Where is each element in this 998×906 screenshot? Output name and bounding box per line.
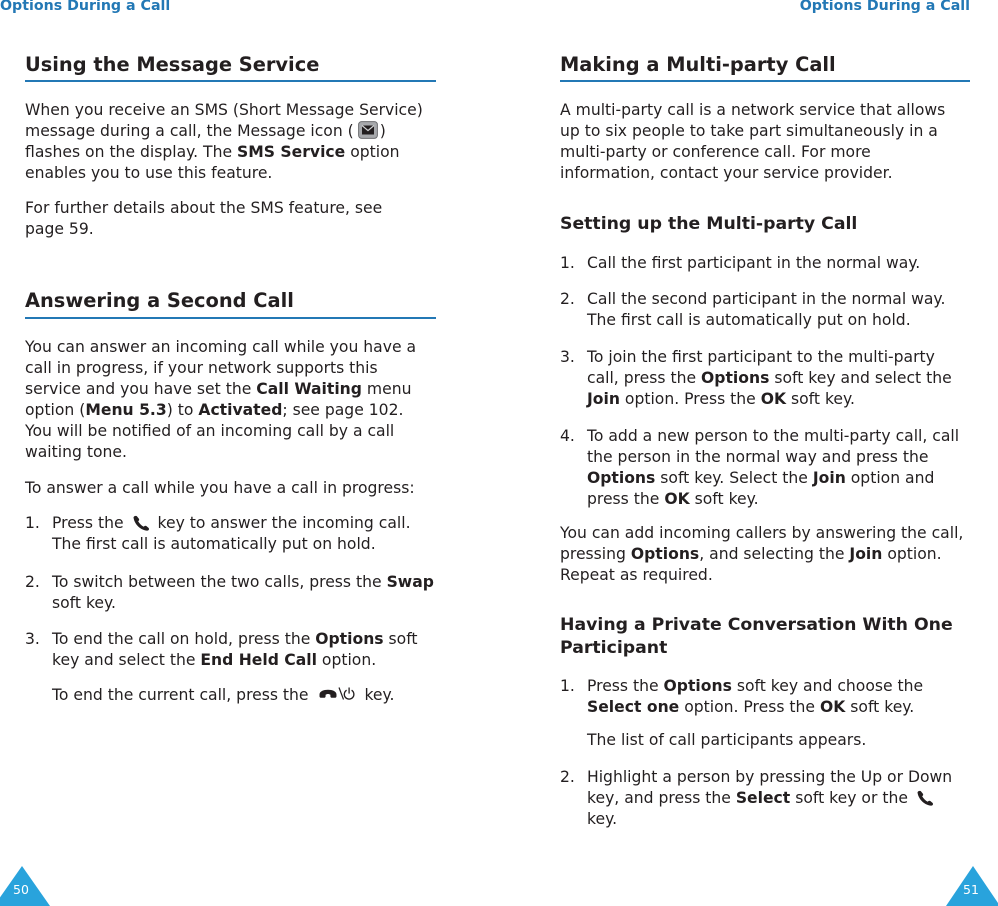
bold-term: Swap <box>386 573 434 591</box>
text-line <box>587 347 952 368</box>
bold-term: Options <box>701 369 770 387</box>
page-number: 50 <box>13 882 29 897</box>
text: information, contact your service provider. <box>560 164 893 182</box>
text-line <box>25 442 416 463</box>
text-line <box>25 478 415 499</box>
text: You can add incoming callers by answering the call, <box>560 524 964 542</box>
text: To answer a call while you have a call in progress: <box>25 479 415 497</box>
text-line <box>25 379 416 400</box>
list-number: 1. <box>560 677 575 695</box>
title-line: Participant <box>560 638 668 658</box>
text-line <box>560 523 963 544</box>
list-number: 2. <box>560 290 575 308</box>
heading-rule <box>25 80 436 82</box>
end-power-key-icon <box>318 685 356 703</box>
text: message during a call, the Message icon ( <box>25 122 354 140</box>
bold-term: OK <box>819 698 846 716</box>
text: flashes on the display. The <box>25 143 238 161</box>
subsection-title-setup: Setting up the Multi-party Call <box>560 214 858 234</box>
text-line <box>587 368 952 389</box>
text: To end the call on hold, press the <box>52 630 316 648</box>
text: soft key. Select the <box>655 469 813 487</box>
step-note <box>52 685 394 706</box>
text-line <box>52 593 434 614</box>
text: enables you to use this feature. <box>25 164 273 182</box>
text-line <box>560 121 945 142</box>
text: up to six people to take part simultaneously in a <box>560 122 938 140</box>
text: , and selecting the <box>699 545 850 563</box>
bold-term: Select one <box>587 698 680 716</box>
text-line <box>587 730 866 751</box>
list-number: 1. <box>25 514 40 532</box>
text: call, press the <box>587 369 702 387</box>
text-line <box>52 534 411 555</box>
list-number: 3. <box>560 348 575 366</box>
text-line <box>25 219 382 240</box>
bold-term: Join <box>812 469 846 487</box>
bold-term: OK <box>664 490 690 508</box>
text-line <box>52 685 394 706</box>
text: Press the <box>587 677 664 695</box>
text: You will be notified of an incoming call by a call <box>25 422 395 440</box>
subsection-title-private-conversation <box>560 614 953 660</box>
text-line <box>25 121 423 142</box>
text-line <box>25 163 423 184</box>
bold-term: Activated <box>198 401 283 419</box>
text-line <box>25 400 416 421</box>
text-line <box>560 100 945 121</box>
text: pressing <box>560 545 631 563</box>
text-line <box>587 767 952 788</box>
text: option. <box>882 545 942 563</box>
text-line <box>587 447 959 468</box>
bold-term: Call Waiting <box>256 380 362 398</box>
text-line <box>25 142 423 163</box>
text-line <box>25 198 382 219</box>
text: To end the current call, press the <box>52 686 314 704</box>
text-line <box>52 513 411 534</box>
text: soft key. <box>845 698 915 716</box>
text: call in progress, if your network supports this <box>25 359 378 377</box>
text: waiting tone. <box>25 443 127 461</box>
list-number: 1. <box>560 254 575 272</box>
text: When you receive an SMS (Short Message Service) <box>25 101 423 119</box>
page-number-tab <box>0 866 52 906</box>
bold-term: Options <box>630 545 700 563</box>
text-line <box>52 629 418 650</box>
text-line <box>25 421 416 442</box>
text: soft key or the <box>790 789 913 807</box>
text-line <box>587 788 952 809</box>
page-number-tab <box>946 866 998 906</box>
paragraph-answer-intro <box>25 478 415 499</box>
send-key-icon <box>916 790 934 806</box>
paragraph-incoming-callers <box>560 523 963 586</box>
bold-term: Menu 5.3 <box>85 401 167 419</box>
paragraph-sms-reference <box>25 198 382 240</box>
text-line <box>25 337 416 358</box>
text: page 59. <box>25 220 94 238</box>
send-key-icon <box>132 515 150 531</box>
bold-term: Options <box>587 469 656 487</box>
text: Call the second participant in the normal way. <box>587 290 946 308</box>
text: soft key. <box>52 594 116 612</box>
text: The first call is automatically put on hold. <box>52 535 376 553</box>
text-line <box>25 100 423 121</box>
running-head: Options During a Call <box>799 0 970 14</box>
bold-term: Select <box>735 789 791 807</box>
text-line <box>560 544 963 565</box>
bold-term: Join <box>587 390 620 408</box>
text: To add a new person to the multi-party call, call <box>587 427 960 445</box>
message-icon <box>358 121 378 139</box>
bold-term: OK <box>760 390 787 408</box>
text-line <box>560 163 945 184</box>
text: key and select the <box>52 651 201 669</box>
text: The list of call participants appears. <box>587 731 867 749</box>
text-line <box>587 389 952 410</box>
section-title-multi-party: Making a Multi-party Call <box>560 53 836 76</box>
bold-term: Options <box>315 630 384 648</box>
text-line <box>587 809 952 830</box>
text: soft key and select the <box>769 369 952 387</box>
paragraph-call-waiting <box>25 337 416 463</box>
step-note <box>587 730 866 751</box>
paragraph-sms-intro <box>25 100 423 184</box>
text: service and you have set the <box>25 380 257 398</box>
text: option ( <box>25 401 86 419</box>
list-number: 4. <box>560 427 575 445</box>
text: To switch between the two calls, press the <box>52 573 387 591</box>
text: To join the first participant to the multi-party <box>587 348 935 366</box>
text: The first call is automatically put on hold. <box>587 311 911 329</box>
text-line <box>587 468 959 489</box>
text: press the <box>587 490 665 508</box>
bold-term: End Held Call <box>200 651 317 669</box>
text: option. Press the <box>619 390 761 408</box>
text: key, and press the <box>587 789 736 807</box>
heading-rule <box>25 317 436 319</box>
text-line <box>587 310 945 331</box>
text-line <box>587 426 959 447</box>
text-line <box>587 489 959 510</box>
text: key. <box>359 686 395 704</box>
heading-rule <box>560 80 970 82</box>
text: the person in the normal way and press the <box>587 448 929 466</box>
bold-term: SMS Service <box>237 143 346 161</box>
text: option. <box>316 651 377 669</box>
text-line <box>587 289 945 310</box>
text: Repeat as required. <box>560 566 713 584</box>
paragraph-multi-party-intro <box>560 100 945 184</box>
text: For further details about the SMS feature, see <box>25 199 383 217</box>
text: key to answer the incoming call. <box>152 514 411 532</box>
section-title-message-service: Using the Message Service <box>25 53 320 76</box>
text: You can answer an incoming call while you have a <box>25 338 417 356</box>
text: option <box>345 143 400 161</box>
text-line <box>52 650 418 671</box>
text: soft key. <box>786 390 855 408</box>
text: ) <box>379 122 386 140</box>
text-line <box>560 565 963 586</box>
bold-term: Options <box>663 677 732 695</box>
text: menu <box>361 380 412 398</box>
text-line <box>587 253 920 274</box>
section-title-second-call: Answering a Second Call <box>25 289 294 312</box>
running-head: Options During a Call <box>0 0 171 14</box>
list-number: 2. <box>25 573 40 591</box>
text: key. <box>587 810 618 828</box>
text: option. Press the <box>679 698 820 716</box>
bold-term: Join <box>849 545 883 563</box>
text: soft key. <box>689 490 759 508</box>
text: A multi-party call is a network service that allows <box>560 101 946 119</box>
list-number: 3. <box>25 630 40 648</box>
text: soft <box>383 630 418 648</box>
text-line <box>587 676 923 697</box>
right-page <box>499 0 998 906</box>
text-line <box>560 142 945 163</box>
text: Highlight a person by pressing the Up or Down <box>587 768 953 786</box>
text: multi-party or conference call. For more <box>560 143 871 161</box>
page-number: 51 <box>963 882 979 897</box>
text: ) to <box>166 401 199 419</box>
text-line <box>25 358 416 379</box>
text-line <box>587 697 923 718</box>
text: Call the first participant in the normal way. <box>587 254 921 272</box>
text: option and <box>845 469 935 487</box>
text: soft key and choose the <box>731 677 924 695</box>
title-line: Having a Private Conversation With One <box>560 615 953 635</box>
text: Press the <box>52 514 129 532</box>
text-line <box>52 572 434 593</box>
list-number: 2. <box>560 768 575 786</box>
text: ; see page 102. <box>282 401 404 419</box>
